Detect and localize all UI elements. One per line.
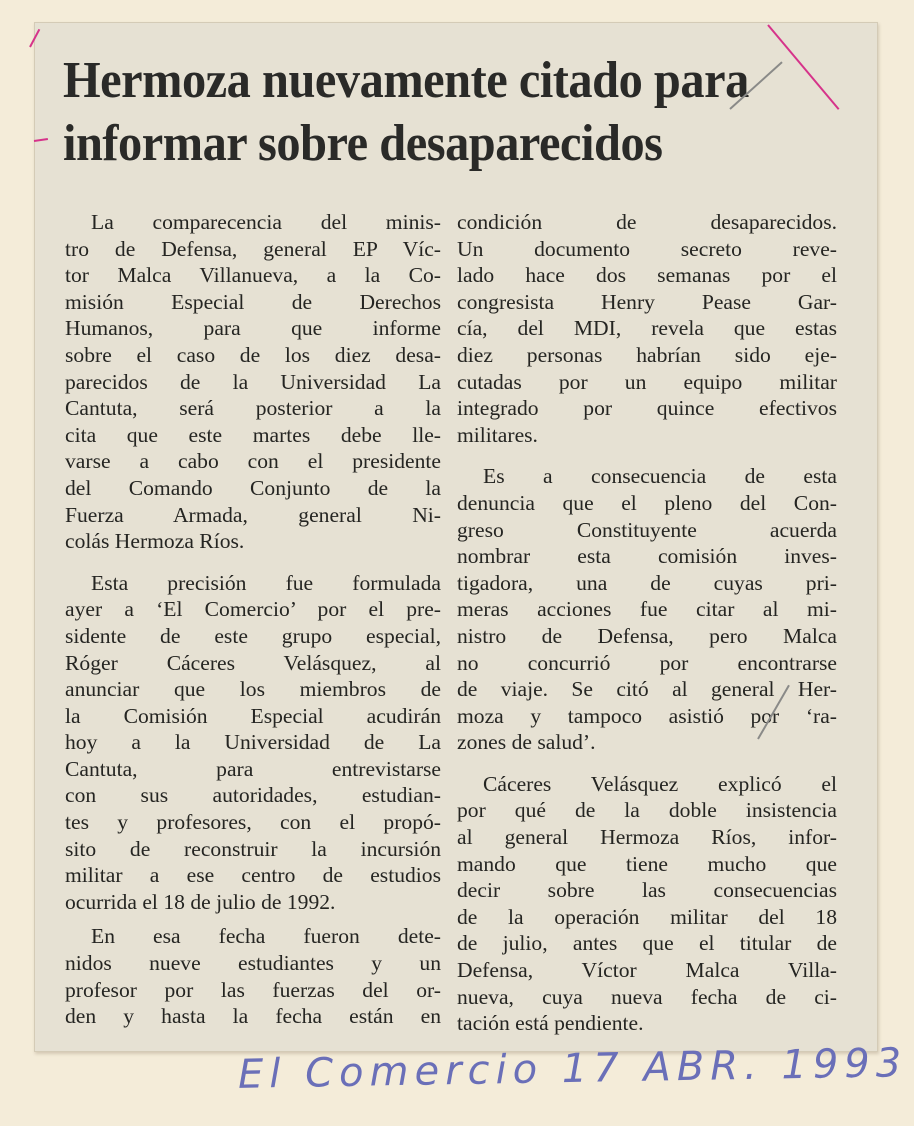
article-line: decir sobre las consecuencias [457, 878, 837, 903]
article-line: lado hace dos semanas por el [457, 263, 837, 288]
article-line: Es a consecuencia de esta [483, 464, 837, 489]
article-line: tes y profesores, con el propó- [65, 810, 441, 835]
article-column-1 [65, 209, 441, 1030]
article-line: La comparecencia del minis- [91, 210, 441, 234]
article-line: den y hasta la fecha están en [65, 1004, 441, 1029]
article-line: por qué de la doble insistencia [457, 798, 837, 823]
article-line: Cantuta, para entrevistarse [65, 756, 441, 781]
headline [63, 49, 798, 175]
article-line: greso Constituyente acuerda [457, 517, 837, 542]
article-line: sito de reconstruir la incursión [65, 836, 441, 861]
handwritten-source-note: El Comercio 17 ABR. 1993 [237, 1040, 908, 1098]
article-line: anunciar que los miembros de [65, 677, 441, 702]
article-line: la Comisión Especial acudirán [65, 703, 441, 728]
article-line: mando que tiene mucho que [457, 851, 837, 876]
article-line: del Comando Conjunto de la [65, 475, 441, 500]
article-line: Cáceres Velásquez explicó el [483, 771, 837, 796]
article-line: con sus autoridades, estudian- [65, 783, 441, 808]
article-line: Cantuta, será posterior a la [65, 396, 441, 421]
article-line: al general Hermoza Ríos, infor- [457, 825, 837, 850]
article-line: nueva, cuya nueva fecha de ci- [457, 984, 837, 1009]
paragraph-gap [457, 756, 837, 771]
headline-line: informar sobre desaparecidos [63, 115, 663, 172]
article-line: Defensa, Víctor Malca Villa- [457, 958, 837, 983]
article-line: sobre el caso de los diez desa- [65, 342, 441, 367]
article-line: hoy a la Universidad de La [65, 730, 441, 755]
article-line: Fuerza Armada, general Ni- [65, 502, 441, 527]
article-line: meras acciones fue citar al mi- [457, 597, 837, 622]
paragraph-gap [65, 915, 441, 923]
article-line: integrado por quince efectivos [457, 396, 837, 421]
article-line: En esa fecha fueron dete- [91, 924, 441, 949]
paragraph-gap [65, 555, 441, 570]
article-line: diez personas habrían sido eje- [457, 342, 837, 367]
article-line: tro de Defensa, general EP Víc- [65, 236, 441, 261]
article-line: nistro de Defensa, pero Malca [457, 623, 837, 648]
article-line: condición de desaparecidos. [457, 210, 837, 234]
article-line: parecidos de la Universidad La [65, 369, 441, 394]
article-line: tigadora, una de cuyas pri- [457, 570, 837, 595]
article-line: denuncia que el pleno del Con- [457, 490, 837, 515]
article-line: Róger Cáceres Velásquez, al [65, 650, 441, 675]
article-line: militares. [457, 422, 538, 447]
newspaper-clipping [34, 22, 878, 1052]
article-line: ocurrida el 18 de julio de 1992. [65, 889, 336, 914]
article-line: nidos nueve estudiantes y un [65, 951, 441, 976]
article-line: sidente de este grupo especial, [65, 623, 441, 648]
article-line: moza y tampoco asistió por ‘ra- [457, 703, 837, 728]
article-line: cita que este martes debe lle- [65, 422, 441, 447]
article-line: de julio, antes que el titular de [457, 931, 837, 956]
article-line: colás Hermoza Ríos. [65, 529, 245, 554]
article-line: congresista Henry Pease Gar- [457, 289, 837, 314]
article-line: de la operación militar del 18 [457, 904, 837, 929]
article-line: no concurrió por encontrarse [457, 650, 837, 675]
article-line: tor Malca Villanueva, a la Co- [65, 263, 441, 288]
article-line: nombrar esta comisión inves- [457, 544, 837, 569]
article-line: ayer a ‘El Comercio’ por el pre- [65, 597, 441, 622]
article-line: zones de salud’. [457, 730, 596, 755]
article-column-2 [457, 209, 837, 1037]
article-line: profesor por las fuerzas del or- [65, 977, 441, 1002]
article-line: de viaje. Se citó al general Her- [457, 677, 837, 702]
article-line: varse a cabo con el presidente [65, 449, 441, 474]
article-line: tación está pendiente. [457, 1011, 644, 1036]
article-line: cía, del MDI, revela que estas [457, 316, 837, 341]
article-line: Humanos, para que informe [65, 316, 441, 341]
article-line: Un documento secreto reve- [457, 236, 837, 261]
article-line: Esta precisión fue formulada [91, 570, 441, 595]
article-line: misión Especial de Derechos [65, 289, 441, 314]
headline-line: Hermoza nuevamente citado para [63, 52, 749, 109]
paragraph-gap [457, 448, 837, 463]
article-line: militar a ese centro de estudios [65, 863, 441, 888]
article-line: cutadas por un equipo militar [457, 369, 837, 394]
